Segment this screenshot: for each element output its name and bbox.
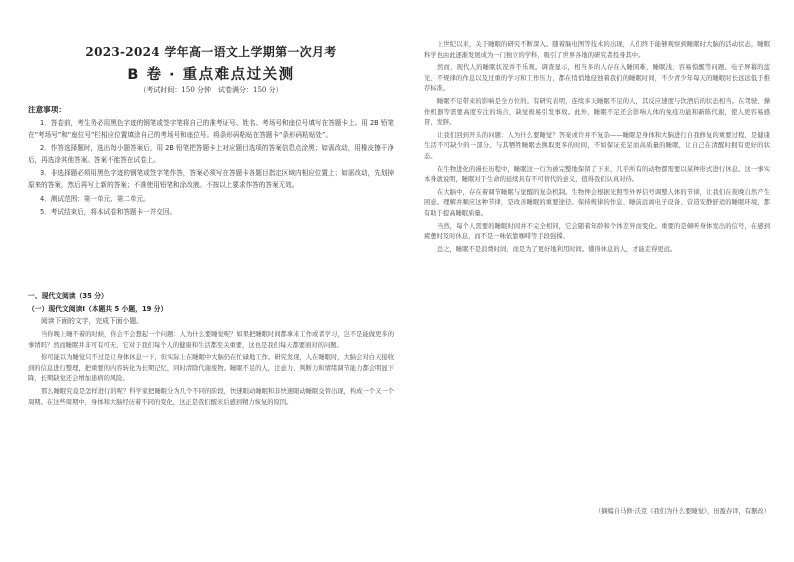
passage-paragraph: 总之，睡眠不是浪费时间，而是为了更好地利用时间。懂得休息的人，才能走得更远。	[437, 245, 677, 253]
passage-paragraph: 当你晚上睡不着的时候，你会不会想起一个问题：人为什么要睡觉呢？如果把睡眠时间都拿来工作或者学习，岂不是能做更多的事情吗？然而睡眠并非可有可无，它对于我们每个人的健康和生活都至关重要，这也是我们每天都要面对的问题。	[28, 331, 394, 349]
passage-paragraph: 睡眠不足带来的影响是全方位的。有研究表明，连续多天睡眠不足的人，其反应速度与饮酒后的状态相当。在驾驶、操作机器等需要高度专注的场合，缺觉极易引发事故。此外，睡眠不足还会影响人体的免疫功能和新陈代谢，使人更容易感冒、发胖。	[424, 97, 770, 127]
passage-paragraph: 当然，每个人需要的睡眠时间并不完全相同，它会随着年龄和个体差异而变化。重要的是倾听身体发出的信号，在感到疲惫时及时休息，而不是一味依靠咖啡等手段强撑。	[424, 222, 770, 241]
passage-paragraph: 然而，现代人的睡眠状况并不乐观。调查显示，相当多的人存在入睡困难、睡眠浅、容易惊醒等问题。电子屏幕的蓝光、不规律的作息以及过重的学习和工作压力，都在悄悄地侵蚀着我们的睡眠时间，不少青少年每天的睡眠时长远远低于推荐标准。	[424, 64, 770, 93]
passage-paragraph: 上世纪以来，关于睡眠的研究不断深入。随着脑电图等技术的出现，人们终于能够观察到睡眠时大脑的活动状态，睡眠科学也由此逐渐发展成为一门独立的学科，吸引了世界各地的研究者投身其中。	[424, 41, 770, 59]
reading-passage-left	[28, 330, 394, 410]
notes-list	[28, 118, 394, 221]
passage-paragraph: 在大脑中，存在着调节睡眠与觉醒的复杂机制。生物钟会根据光照等外界信号调整人体的节律，让我们在夜晚自然产生困意。理解并顺应这种节律，是改善睡眠的重要途径。保持规律的作息、睡前远离电子设备、营造安静舒适的睡眠环境，都有助于提高睡眠质量。	[424, 188, 770, 217]
note-item: 5．考试结束后，将本试卷和答题卡一并交回。	[40, 208, 177, 217]
passage-source: （摘编自马修·沃克《我们为什么要睡觉》，田盈春译，有删改）	[594, 508, 770, 515]
exam-subtitle: B 卷 · 重点难点过关测	[127, 67, 295, 83]
note-item: 1．答卷前，考生务必用黑色字迹的钢笔或签字笔将自己的准考证号、姓名、考场号和座位号填写在答题卡上。用 2B 铅笔在“考场号”和“座位号”栏相应位置填涂自己的考场号和座位号。将条形码粘贴在答题卡“条形码粘贴处”。	[28, 119, 394, 139]
reading-passage-right	[424, 40, 770, 257]
notes-heading: 注意事项：	[28, 105, 66, 114]
note-item: 3．非选择题必须用黑色字迹的钢笔或签字笔作答，答案必须写在答题卡各题目指定区域内相应位置上；如需改动，先划掉原来的答案，然后再写上新的答案；不准使用铅笔和涂改液。不按以上要求作答的答案无效。	[28, 169, 394, 189]
note-item: 4．测试范围：第一单元、第二单元。	[40, 194, 150, 203]
exam-title: 2023-2024 学年高一语文上学期第一次月考	[85, 45, 337, 59]
note-item: 2．作答选择题时，选出每小题答案后，用 2B 铅笔把答题卡上对应题目选项的答案信息点涂黑；如需改动，用橡皮擦干净后，再选涂其他答案。答案不能答在试卷上。	[28, 144, 394, 164]
passage-paragraph: 那么睡眠究竟是怎样进行的呢？科学家把睡眠分为几个不同的阶段，快速眼动睡眠和非快速眼动睡眠交替出现，构成一个又一个周期。在这些周期中，身体和大脑经历着不同的变化，这正是我们醒来后感到精力恢复的原因。	[28, 387, 394, 406]
section-subheading: （一）现代文阅读Ⅰ（本题共 5 小题，19 分）	[28, 305, 168, 313]
reading-instruction: 阅读下面的文字，完成下面小题。	[41, 317, 143, 325]
section-heading: 一、现代文阅读（35 分）	[28, 292, 108, 300]
passage-paragraph: 让我们回到开头的问题：人为什么要睡觉？答案或许并不复杂——睡眠是身体和大脑进行自我修复的重要过程，是健康生活不可缺少的一部分。与其牺牲睡眠去换取更多的时间，不如保证充足而高质量的睡眠，让自己在清醒时拥有更好的状态。	[424, 131, 770, 160]
passage-paragraph: 在生物进化的漫长历程中，睡眠这一行为被完整地保留了下来，几乎所有的动物都需要以某种形式进行休息。这一事实本身就说明，睡眠对于生命的延续具有不可替代的意义，值得我们认真对待。	[424, 165, 770, 184]
passage-paragraph: 你可能以为睡觉只不过是让身体休息一下，但实际上在睡眠中大脑仍在忙碌地工作。研究发现，人在睡眠时，大脑会对白天接收到的信息进行整理，把重要的内容转化为长期记忆，同时清除代谢废物。睡眠不足的人，注意力、判断力和情绪调节能力都会明显下降，长期缺觉还会增加患病的风险。	[28, 354, 394, 383]
exam-meta: （考试时间：150 分钟 试卷满分：150 分）	[139, 86, 283, 94]
